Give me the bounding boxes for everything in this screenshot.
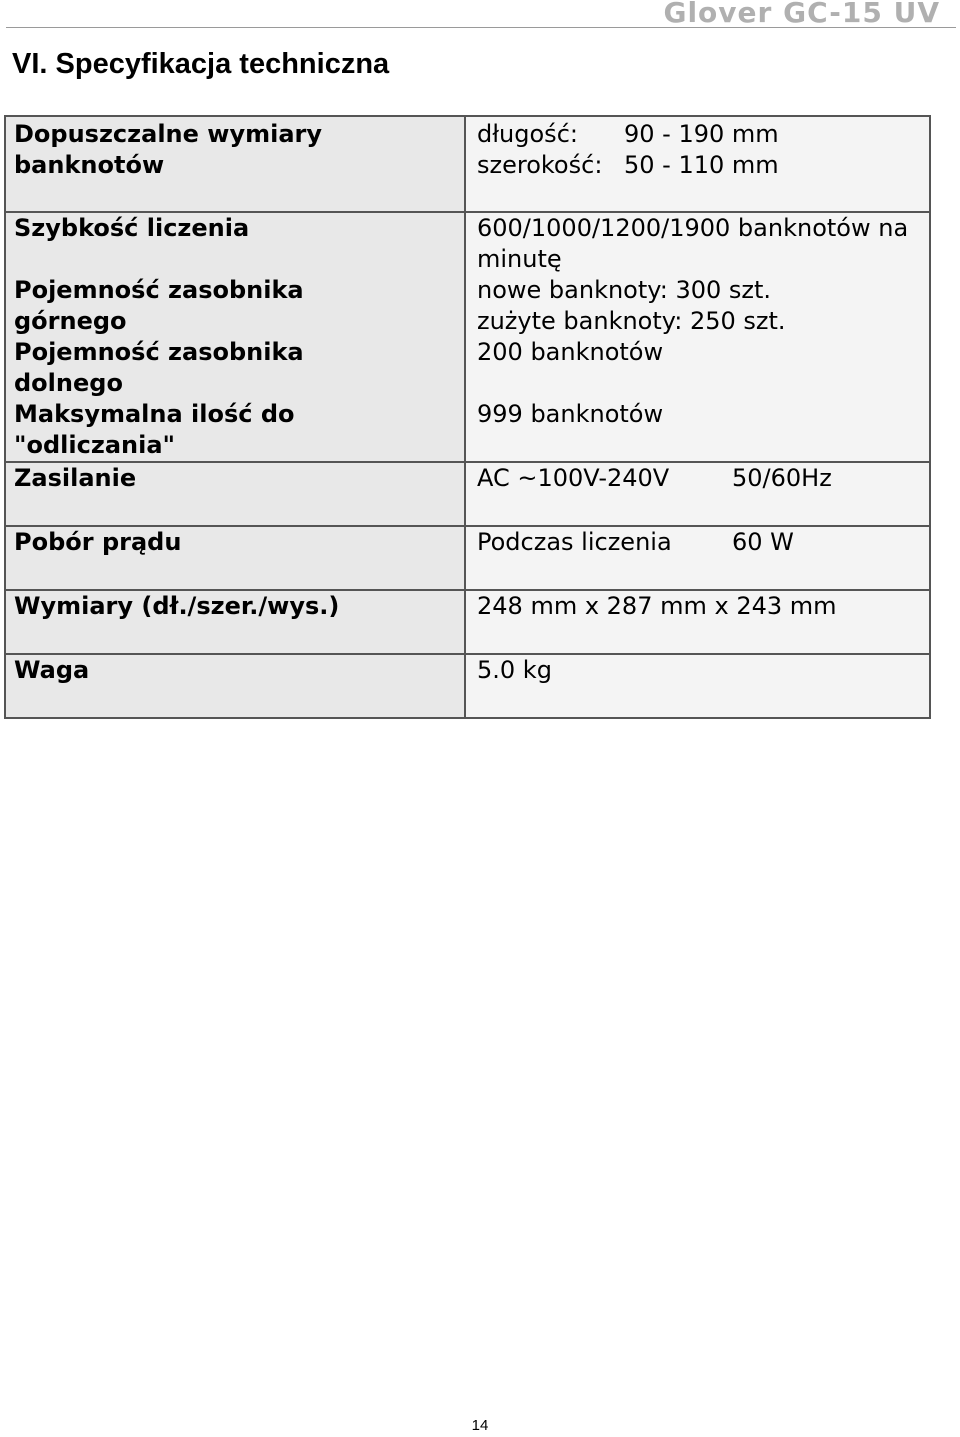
header-rule xyxy=(6,27,956,28)
table-row xyxy=(5,462,930,526)
spec-value-weight: 5.0 kg xyxy=(465,654,930,718)
spec-label-hopper: Pojemność zasobnika górnego xyxy=(5,275,465,337)
spec-value-hopper: nowe banknoty: 300 szt. zużyte banknoty: 250 szt. xyxy=(465,275,930,337)
spec-label-power-supply: Zasilanie xyxy=(5,462,465,526)
table-row xyxy=(5,526,930,590)
table-row xyxy=(5,275,930,337)
spec-label-stacker: Pojemność zasobnika dolnego xyxy=(5,337,465,399)
spec-value-dimensions: długość: 90 - 190 mm szerokość: 50 - 110 mm xyxy=(465,116,930,212)
section-title: VI. Specyfikacja techniczna xyxy=(12,48,390,80)
spec-value-size: 248 mm x 287 mm x 243 mm xyxy=(465,590,930,654)
spec-value-speed: 600/1000/1200/1900 banknotów na minutę xyxy=(465,212,930,275)
table-row xyxy=(5,212,930,275)
table-row xyxy=(5,337,930,399)
spec-label-weight: Waga xyxy=(5,654,465,718)
page-number: 14 xyxy=(471,1417,489,1434)
spec-label-dimensions: Dopuszczalne wymiary banknotów xyxy=(5,116,465,212)
spec-table xyxy=(4,115,931,719)
table-row xyxy=(5,116,930,212)
spec-label-power-consumption: Pobór prądu xyxy=(5,526,465,590)
spec-value-power-supply: AC ~100V-240V 50/60Hz xyxy=(465,462,930,526)
table-row xyxy=(5,654,930,718)
spec-label-batch: Maksymalna ilość do "odliczania" xyxy=(5,399,465,462)
spec-value-batch: 999 banknotów xyxy=(465,399,930,462)
spec-value-stacker: 200 banknotów xyxy=(465,337,930,399)
table-row xyxy=(5,399,930,462)
table-row xyxy=(5,590,930,654)
spec-label-size: Wymiary (dł./szer./wys.) xyxy=(5,590,465,654)
spec-label-speed: Szybkość liczenia xyxy=(5,212,465,275)
spec-value-power-consumption: Podczas liczenia 60 W xyxy=(465,526,930,590)
header-brand: Glover GC-15 UV xyxy=(663,0,940,29)
